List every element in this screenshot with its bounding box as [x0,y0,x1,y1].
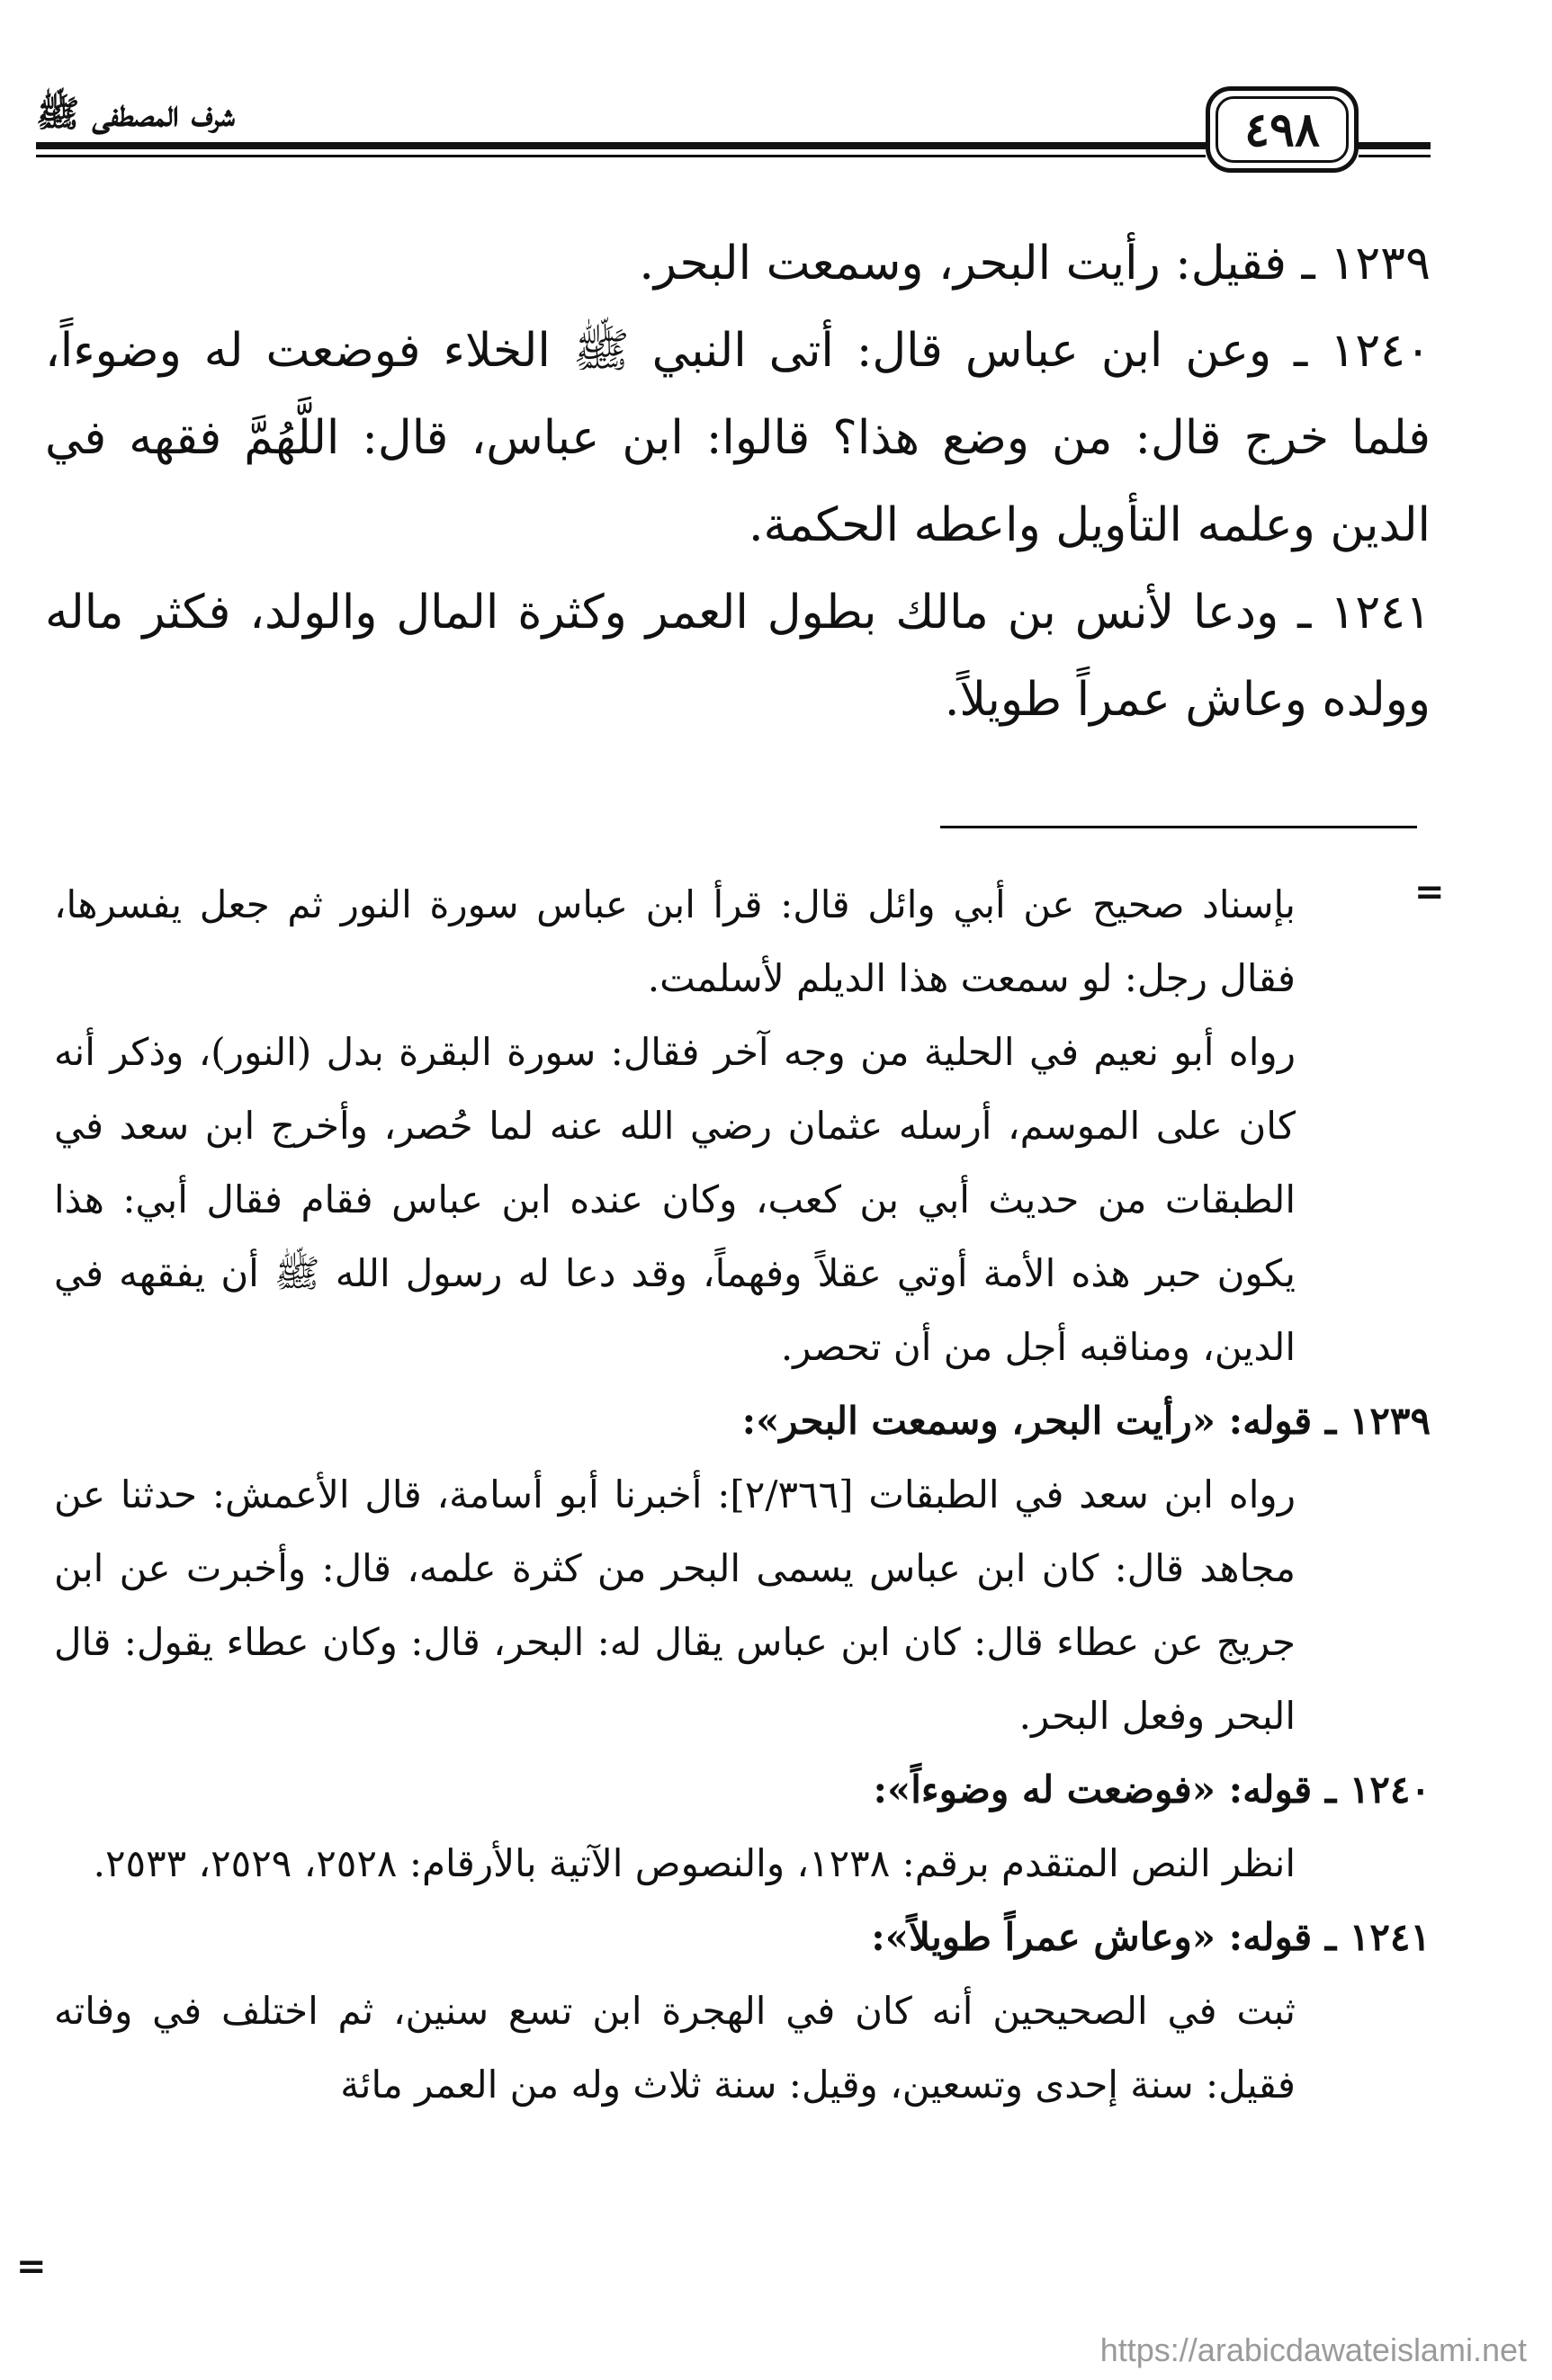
header-rule-right [1359,142,1431,149]
page-number-frame [1206,86,1359,173]
paragraph-1241: ١٢٤١ ـ ودعا لأنس بن مالك بطول العمر وكثرة المال والولد، فكثر ماله وولده وعاش عمراً طويلاً. [45,586,1431,727]
continuation-mark-bottom: = [16,2245,47,2287]
footnote-heading-1240: ١٢٤٠ ـ قوله: «فوضعت له وضوءاً»: [873,1767,1431,1812]
footnote-paragraph: رواه أبو نعيم في الحلية من وجه آخر فقال: سورة البقرة بدل (النور)، وذكر أنه كان على الموسم، أرسله عثمان رضي الله عنه لما حُصر، وأخرج ابن سعد في الطبقات من حديث أبي بن كعب، وكان عنده ابن عباس فقام فقال أبي: هذا يكون حبر هذه الأمة أوتي عقلاً وفهماً، وقد دعا له رسول الله ﷺ أن يفقهه في الدين، ومناقبه أجل من أن تحصر. [54,1030,1296,1369]
paragraph-1239: ١٢٣٩ ـ فقيل: رأيت البحر، وسمعت البحر. [639,237,1431,291]
book-title: شرف المصطفى ﷺ [36,93,235,135]
header-rule-right-thin [1359,155,1431,157]
page-number: ٤٩٨ [1216,96,1349,163]
footnotes [54,868,1431,2122]
header-rule [36,142,1206,149]
main-text [45,220,1431,744]
footnote-separator [940,826,1417,828]
paragraph-1240: ١٢٤٠ ـ وعن ابن عباس قال: أتى النبي ﷺ الخلاء فوضعت له وضوءاً، فلما خرج قال: من وضع هذا؟ قالوا: ابن عباس، قال: اللَّهُمَّ فقهه في الدين وعلمه التأويل واعطه الحكمة. [45,324,1431,552]
header-rule-thin [36,155,1206,157]
footnote-paragraph: رواه ابن سعد في الطبقات [٢/٣٦٦]: أخبرنا أبو أسامة، قال الأعمش: حدثنا عن مجاهد قال: كان ابن عباس يسمى البحر من كثرة علمه، قال: وأخبرت عن ابن جريج عن عطاء قال: كان ابن عباس يقال له: البحر، قال: وكان عطاء يقول: قال البحر وفعل البحر. [54,1472,1296,1738]
footnote-paragraph: بإسناد صحيح عن أبي وائل قال: قرأ ابن عباس سورة النور ثم جعل يفسرها، فقال رجل: لو سمعت هذا الديلم لأسلمت. [54,882,1296,1000]
footnote-paragraph: انظر النص المتقدم برقم: ١٢٣٨، والنصوص الآتية بالأرقام: ٢٥٢٨، ٢٥٢٩، ٢٥٣٣. [93,1841,1296,1885]
footnote-heading-1241: ١٢٤١ ـ قوله: «وعاش عمراً طويلاً»: [871,1915,1431,1959]
continuation-mark-top: = [1414,871,1445,913]
footnote-paragraph: ثبت في الصحيحين أنه كان في الهجرة ابن تسع سنين، ثم اختلف في وفاته فقيل: سنة إحدى وتسعين، وقيل: سنة ثلاث وله من العمر مائة [54,1989,1296,2107]
watermark-url: https://arabicdawateislami.net [1099,2331,1527,2368]
footnote-heading-1239: ١٢٣٩ ـ قوله: «رأيت البحر، وسمعت البحر»: [741,1399,1431,1443]
